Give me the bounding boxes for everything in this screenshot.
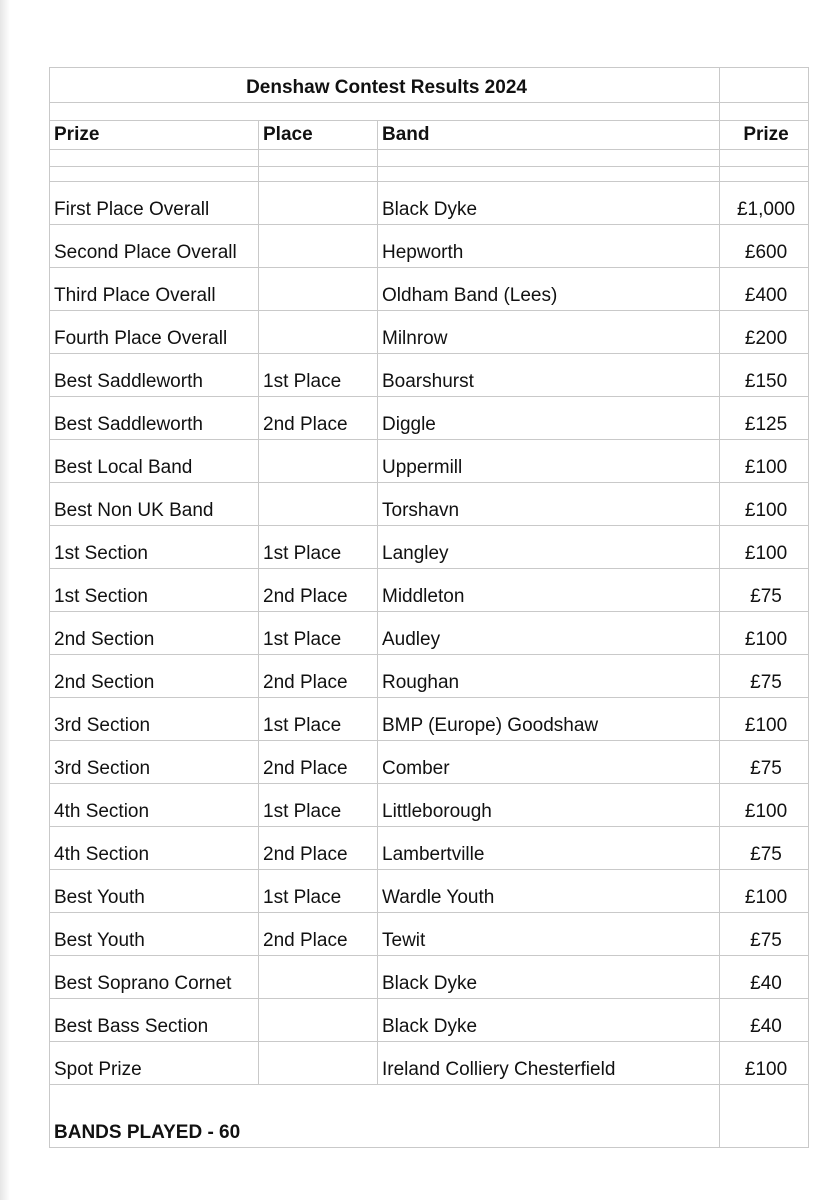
table-row	[50, 311, 809, 354]
place-cell: 1st Place	[259, 870, 378, 913]
table-row	[50, 268, 809, 311]
amount-cell: £100	[720, 1042, 809, 1085]
band-cell: Audley	[378, 612, 720, 655]
table-row	[50, 440, 809, 483]
bands-played-total: BANDS PLAYED - 60	[50, 1085, 720, 1148]
header-prize: Prize	[50, 121, 259, 150]
place-cell	[259, 956, 378, 999]
amount-cell: £150	[720, 354, 809, 397]
amount-cell: £100	[720, 870, 809, 913]
band-cell: Boarshurst	[378, 354, 720, 397]
spacer-row	[50, 103, 809, 121]
place-cell: 2nd Place	[259, 741, 378, 784]
place-cell: 2nd Place	[259, 569, 378, 612]
prize-cell: Third Place Overall	[50, 268, 259, 311]
band-cell: Wardle Youth	[378, 870, 720, 913]
results-table	[49, 67, 809, 1148]
amount-cell: £100	[720, 483, 809, 526]
spacer-row	[50, 150, 809, 167]
prize-cell: 2nd Section	[50, 655, 259, 698]
table-row	[50, 956, 809, 999]
place-cell: 2nd Place	[259, 655, 378, 698]
table-row	[50, 913, 809, 956]
band-cell: Hepworth	[378, 225, 720, 268]
sheet-title: Denshaw Contest Results 2024	[50, 68, 720, 103]
place-cell: 2nd Place	[259, 397, 378, 440]
place-cell: 1st Place	[259, 784, 378, 827]
prize-cell: 3rd Section	[50, 698, 259, 741]
amount-cell: £100	[720, 440, 809, 483]
amount-cell: £75	[720, 569, 809, 612]
amount-cell: £75	[720, 741, 809, 784]
amount-cell: £200	[720, 311, 809, 354]
table-row	[50, 784, 809, 827]
header-band: Band	[378, 121, 720, 150]
prize-cell: Spot Prize	[50, 1042, 259, 1085]
prize-cell: 1st Section	[50, 526, 259, 569]
amount-cell: £1,000	[720, 182, 809, 225]
table-row	[50, 397, 809, 440]
header-row	[50, 121, 809, 150]
table-row	[50, 870, 809, 913]
band-cell: Lambertville	[378, 827, 720, 870]
footer-row	[50, 1085, 809, 1148]
prize-cell: Best Saddleworth	[50, 354, 259, 397]
amount-cell: £40	[720, 999, 809, 1042]
table-row	[50, 655, 809, 698]
table-row	[50, 569, 809, 612]
band-cell: Ireland Colliery Chesterfield	[378, 1042, 720, 1085]
table-row	[50, 1042, 809, 1085]
prize-cell: Best Youth	[50, 870, 259, 913]
place-cell: 1st Place	[259, 612, 378, 655]
band-cell: Diggle	[378, 397, 720, 440]
place-cell	[259, 182, 378, 225]
place-cell	[259, 483, 378, 526]
table-row	[50, 741, 809, 784]
amount-cell: £40	[720, 956, 809, 999]
table-row	[50, 827, 809, 870]
place-cell	[259, 268, 378, 311]
band-cell: BMP (Europe) Goodshaw	[378, 698, 720, 741]
amount-cell: £125	[720, 397, 809, 440]
place-cell	[259, 999, 378, 1042]
prize-cell: Best Local Band	[50, 440, 259, 483]
band-cell: Torshavn	[378, 483, 720, 526]
place-cell: 1st Place	[259, 354, 378, 397]
place-cell	[259, 1042, 378, 1085]
amount-cell: £75	[720, 655, 809, 698]
table-row	[50, 182, 809, 225]
band-cell: Comber	[378, 741, 720, 784]
prize-cell: 4th Section	[50, 827, 259, 870]
amount-cell: £100	[720, 698, 809, 741]
prize-cell: First Place Overall	[50, 182, 259, 225]
spacer-row	[50, 167, 809, 182]
prize-cell: Best Bass Section	[50, 999, 259, 1042]
band-cell: Uppermill	[378, 440, 720, 483]
prize-cell: Best Saddleworth	[50, 397, 259, 440]
prize-cell: Best Soprano Cornet	[50, 956, 259, 999]
amount-cell: £600	[720, 225, 809, 268]
amount-cell: £400	[720, 268, 809, 311]
place-cell	[259, 311, 378, 354]
band-cell: Roughan	[378, 655, 720, 698]
place-cell	[259, 440, 378, 483]
title-row	[50, 68, 809, 103]
prize-cell: 4th Section	[50, 784, 259, 827]
place-cell	[259, 225, 378, 268]
prize-cell: Fourth Place Overall	[50, 311, 259, 354]
table-row	[50, 354, 809, 397]
table-row	[50, 483, 809, 526]
band-cell: Littleborough	[378, 784, 720, 827]
prize-cell: Best Non UK Band	[50, 483, 259, 526]
amount-cell: £100	[720, 784, 809, 827]
place-cell: 2nd Place	[259, 827, 378, 870]
table-row	[50, 999, 809, 1042]
header-amount: Prize	[720, 121, 809, 150]
table-row	[50, 526, 809, 569]
table-row	[50, 698, 809, 741]
header-place: Place	[259, 121, 378, 150]
band-cell: Black Dyke	[378, 956, 720, 999]
table-row	[50, 612, 809, 655]
prize-cell: 1st Section	[50, 569, 259, 612]
band-cell: Langley	[378, 526, 720, 569]
table-row	[50, 225, 809, 268]
empty-cell	[720, 1085, 809, 1148]
place-cell: 2nd Place	[259, 913, 378, 956]
prize-cell: Best Youth	[50, 913, 259, 956]
band-cell: Tewit	[378, 913, 720, 956]
amount-cell: £100	[720, 612, 809, 655]
place-cell: 1st Place	[259, 526, 378, 569]
band-cell: Middleton	[378, 569, 720, 612]
amount-cell: £100	[720, 526, 809, 569]
prize-cell: 3rd Section	[50, 741, 259, 784]
band-cell: Milnrow	[378, 311, 720, 354]
band-cell: Black Dyke	[378, 999, 720, 1042]
amount-cell: £75	[720, 827, 809, 870]
prize-cell: Second Place Overall	[50, 225, 259, 268]
amount-cell: £75	[720, 913, 809, 956]
band-cell: Black Dyke	[378, 182, 720, 225]
prize-cell: 2nd Section	[50, 612, 259, 655]
band-cell: Oldham Band (Lees)	[378, 268, 720, 311]
empty-cell	[720, 68, 809, 103]
place-cell: 1st Place	[259, 698, 378, 741]
